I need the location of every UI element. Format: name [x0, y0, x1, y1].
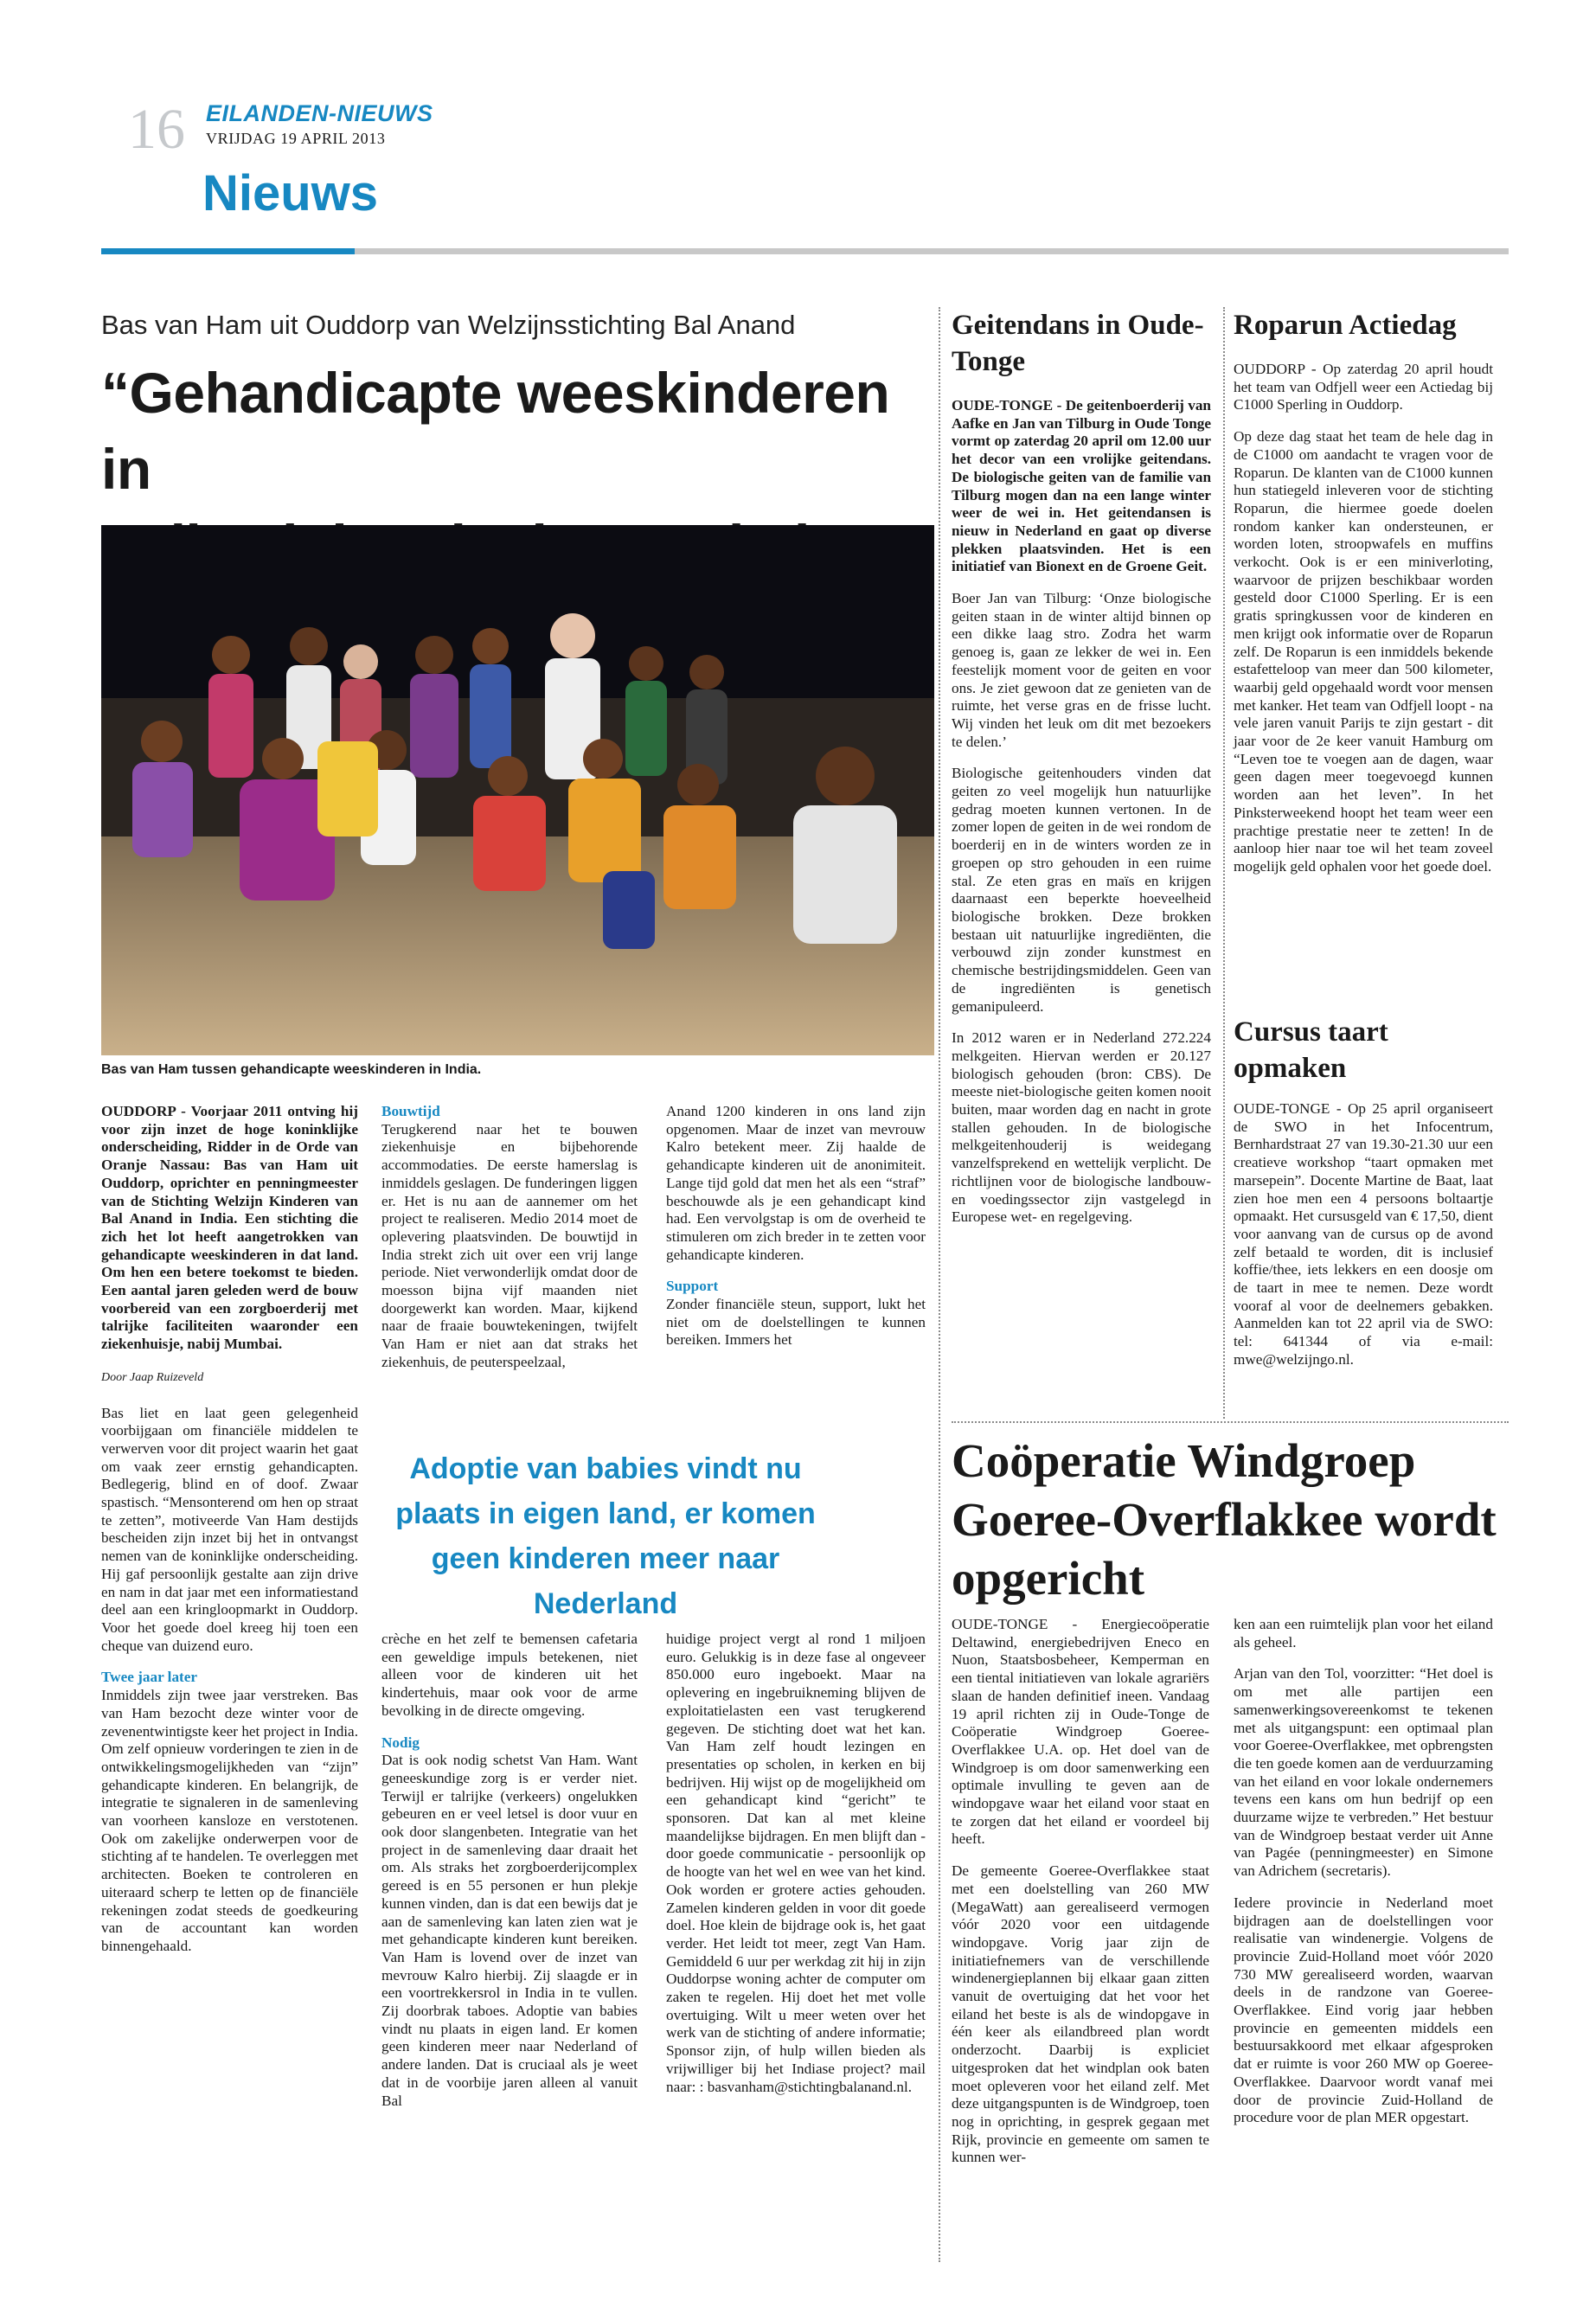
paragraph: Op deze dag staat het team de hele dag in de C1000 om aandacht te vragen voor de Roparun. De klanten van de C1000 kunnen hun statiegeld inleveren voor de stichting Roparun, die hiermee goede doelen rondom kanker kan ondersteunen, er worden loten, stroopwafels en muffins verkocht. Ook is er een miniverloting, waarvoor de prijzen beschikbaar worden gesteld door C1000 Sperling. Er is een gratis springkussen voor de kinderen en men krijgt ook informatie over de Roparun zelf. De Roparun is een inmiddels bekende estafetteloop van meer dan 500 kilometer, waarbij geld opgehaald wordt voor mensen met kanker. Het team van Odfjell loopt - na vele jaren vanuit Parijs te zijn gestart - dit jaar voor de 2e keer vanuit Hamburg om “Leven toe te voegen aan de dagen, waar geen dagen meer toegevoegd kunnen worden aan het leven”. In het Pinksterweekend hoopt het team weer een prachtige prestatie neer te zetten! In de aanloop hier naar toe wil het team zoveel mogelijk geld ophalen voor het goede doel.: [1234, 428, 1493, 875]
geitendans-article: [952, 307, 1211, 1240]
paragraph: huidige project vergt al rond 1 miljoen euro. Gelukkig is in deze fase al ongeveer 850.000 euro ingeboekt. Maar na oplevering en ingebruikneming blijven de exploitatielasten een vast terugkerend gegeven. De stichting doet wat het kan. Van Ham zelf houdt lezingen en presentaties op scholen, in kerken en bij bedrijven. Hij wijst op de mogelijkheid om een gehandicapt kind “gericht” te sponsoren. Dat kan al met kleine maandelijkse bijdragen. En men blijft dan - door goede communicatie - persoonlijk op de hoogte van het wel en wee van het kind. Ook worden er grotere acties gehouden. Zamelen kinderen gelden in voor dit goede doel. Hoe klein de bijdrage ook is, het gaat verder. Het leidt tot meer, zegt Van Ham. Gemiddeld 6 uur per werkdag zit hij in zijn Ouddorpse woning achter de computer om zaken te regelen. Hij doet het met volle overtuiging. Wilt u meer weten over het werk van de stichting of andere informatie; Sponsor zijn, of hulp willen bieden als vrijwilliger bij het Indiase project? mail naar: : basvanham@stichtingbalanand.nl.: [666, 1631, 926, 2095]
article-photo: [101, 525, 934, 1055]
paragraph: OUDDORP - Op zaterdag 20 april houdt het team van Odfjell weer een Actiedag bij C1000 Sperling in Ouddorp.: [1234, 361, 1493, 413]
windgroep-column-2: [1234, 1616, 1493, 2141]
windgroep-title: Coöperatie Windgroep Goeree-Overflakkee wordt opgericht: [952, 1434, 1497, 1605]
byline: Door Jaap Ruizeveld: [101, 1370, 204, 1384]
publication-logo: EILANDEN-NIEUWS: [206, 100, 433, 126]
pull-quote: Adoptie van babies vindt nu plaats in eigen land, er komen geen kinderen meer naar Nederland: [395, 1452, 816, 1620]
section-separator: [952, 1421, 1509, 1423]
paragraph: Zonder financiële steun, support, lukt het niet om de doelstellingen te kunnen bereiken. Immers het: [666, 1296, 926, 1349]
paragraph: OUDE-TONGE - Energiecoöperatie Deltawind, energiebedrijven Eneco en Nuon, Staatsbosbeheer, Kemperman en een tiental initiatieven van lokale agrariërs slaan de handen definitief ineen. Vandaag 19 april richten zij in Oude-Tonge de Coöperatie Windgroep Goeree-Overflakkee U.A. op. Het doel van de Windgroep is om door samenwerking een optimale invulling te geven aan de windopgave waar het eiland voor staat en te zorgen dat het eiland er voordeel bij heeft.: [952, 1616, 1209, 1848]
paragraph: Arjan van den Tol, voorzitter: “Het doel is om met alle partijen een samenwerkingsovereenkomst te tekenen met als uitgangspunt: een optimaal plan voor Goeree-Overflakkee, met opbrengsten die ten goede komen aan de verduurzaming van het eiland en voor lokale ondernemers tevens een kans om hun bedrijf op een duurzame wijze te verbreden.” Het bestuur van de Windgroep bestaat verder uit Anne van Pagée (penningmeester) en Simone van Adrichem (secretaris).: [1234, 1665, 1493, 1880]
paragraph: Iedere provincie in Nederland moet bijdragen aan de doelstellingen voor realisatie van windenergie. Volgens de provincie Zuid-Holland moet vóór 2020 730 MW gerealiseerd worden, waarvan deels in de randzone van Goeree-Overflakkee. Eind vorig jaar hebben provincie en gemeenten middels een bestuursakkoord met elkaar afgesproken dat er ruimte is voor 260 MW op Goeree-Overflakkee. Daarvoor wordt vanaf mei door de provincie Zuid-Holland de procedure voor de plan MER opgestart.: [1234, 1894, 1493, 2126]
article-title: Cursus taart opmaken: [1234, 1016, 1388, 1084]
header-rule-accent: [101, 248, 355, 254]
article-column-3-bottom: [666, 1631, 926, 2110]
article-kicker: Bas van Ham uit Ouddorp van Welzijnsstichting Bal Anand: [101, 310, 796, 340]
subheading: Bouwtijd: [381, 1103, 440, 1119]
page-number: 16: [128, 98, 185, 161]
paragraph: Bas liet en laat geen gelegenheid voorbijgaan om financiële middelen te verwerven voor dit project waarin het gaat om vaak zeer ernstig gehandicapten. Bedlegerig, blind en of doof. Zwaar spastisch. “Mensonterend om hen op straat te zetten”, motiveerde Van Ham destijds bescheiden zijn inzet bij het in ontvangst nemen van de koninklijke onderscheiding. Hij gaf persoonlijk gestalte aan zijn drive en nam in dat jaar met een informatiestand deel aan een kringloopmarkt in Ouddorp. Voor het goede doel kreeg hij toen een cheque van duizend euro.: [101, 1404, 358, 1654]
paragraph: Anand 1200 kinderen in ons land zijn opgenomen. Maar de inzet van mevrouw Kalro betekent meer. Zij haalde de gehandicapte kinderen uit de anonimiteit. Lange tijd gold dat men het als een “straf” beschouwde als je een gehandicapt kind had. Een vervolgstap is om de overheid te stimuleren om zich breder in te zetten voor gehandicapte kinderen.: [666, 1103, 926, 1263]
article-title: Geitendans in Oude-Tonge: [952, 310, 1204, 377]
paragraph: Boer Jan van Tilburg: ‘Onze biologische geiten staan in de winter altijd binnen op een dikke laag stro. Zodra het warm genoeg is, gaan ze lekker de wei in. Een feestelijk moment voor de geiten en voor ons. Je ziet gewoon dat ze genieten van de ruimte, het verse gras en de frisse lucht. Wij vinden het leuk om dit met bezoekers te delen.’: [952, 590, 1211, 750]
article-body: [952, 397, 1211, 1227]
paragraph: Inmiddels zijn twee jaar verstreken. Bas van Ham bezocht deze winter voor de zevenentwintigste keer het project in India. Om zelf opnieuw vorderingen te zien in de ontwikkelingsmogelijkheden van “zijn” gehandicapte kinderen. En belangrijk, de integratie te signaleren in de samenleving van voorheen kansloze en verstotenen. Ook om zakelijke onderwerpen voor de stichting af te handelen. Te overleggen met architecten. Boeken te controleren en uiteraard scherp te letten op de financiële rekeningen zodat steeds de goedkeuring van de accountant kan worden binnengehaald.: [101, 1687, 358, 1954]
paragraph: OUDE-TONGE - Op 25 april organiseert de SWO in het Infocentrum, Bernhardstraat 27 van 19.30-21.30 uur een creatieve workshop “taart opmaken met marsepein”. Docente Martine de Baat, laat zien hoe men een 4 persoons boltaartje opmaakt. Het cursusgeld van € 17,50, dient voor aanvang van de cursus op de avond zelf betaald te worden, dit is inclusief koffie/thee, iets lekkers en een doosje om de taart in mee te nemen. Deze wordt vooraf al voor de deelnemers gebakken. Aanmelden kan tot 22 april via de SWO: tel: 641344 of via e-mail: mwe@welzijngo.nl.: [1234, 1100, 1493, 1368]
article-column-2-bottom: [381, 1631, 638, 2124]
paragraph: Terugkerend naar het te bouwen ziekenhuisje en bijbehorende accommodaties. De eerste hamerslag is inmiddels geslagen. De funderingen liggen er. Het is nu aan de aannemer om het project te realiseren. Medio 2014 moet de oplevering plaatsvinden. De bouwtijd in India strekt zich uit over een vrij lange periode. Niet verwonderlijk omdat door de moesson bijna vijf maanden niet doorgewerkt kan worden. Maar, kijkend naar de fraaie bouwtekeningen, twijfelt Van Ham er niet aan dat straks het ziekenhuis, de peuterspeelzaal,: [381, 1120, 638, 1370]
paragraph: Biologische geitenhouders vinden dat geiten zo veel mogelijk hun natuurlijke gedrag moeten kunnen vertonen. In de zomer lopen de geiten in de wei rondom de boerderij en in de winters worden ze in groepen op stro gehouden in een ruime stal. Ze eten gras en maïs en krijgen daarnaast een beperkte hoeveelheid biologische brokken. Deze brokken bestaan uit natuurlijke ingrediënten, die verbouwd zijn zonder kunstmest en chemische bestrijdingsmiddelen. Geen van de ingrediënten is genetisch gemanipuleerd.: [952, 765, 1211, 1015]
article-column-2-top: [381, 1103, 638, 1386]
section-title: Nieuws: [202, 165, 379, 221]
paragraph: Dat is ook nodig schetst Van Ham. Want geneeskundige zorg is er verder niet. Terwijl er talrijke (verkeers) ongelukken gebeuren en er veel letsel is door vuur en ook door slangenbeten. Integratie van het project in de samenleving daar draait het om. Als straks het zorgboerderijcomplex gereed is en 55 personen er hun plekje kunnen vinden, dan is dat een bewijs dat je aan de samenleving kan laten zien wat je met gehandicapte kinderen kunt bereiken. Van Ham is lovend over de inzet van mevrouw Kalro hierbij. Zij slaagde er in een voortrekkersrol in India in te vullen. Zij doorbrak taboes. Adoptie van babies vindt nu plaats in eigen land. Er komen geen kinderen meer naar Nederland of andere landen. Dat is cruciaal als je weet dat in de voorbije jaren alleen al vanuit Bal: [381, 1752, 638, 2109]
subheading: Support: [666, 1278, 719, 1295]
paragraph: In 2012 waren er in Nederland 272.224 melkgeiten. Hiervan werden er 20.127 biologisch gehouden (bron: CBS). De meeste niet-biologische geiten komen nooit buiten, maar worden dag en nacht in grote stallen gehouden. In de biologische melkgeitenhouderij is weidegang vanzelfsprekend en wettelijk verplicht. De richtlijnen voor de biologische landbouw- en voedingssector zijn vastgelegd in Europese wet- en regelgeving.: [952, 1029, 1211, 1226]
article-lead: OUDE-TONGE - De geitenboerderij van Aafke en Jan van Tilburg in Oude Tonge vormt op zaterdag 20 april om 12.00 uur het decor van een vrolijke geitendans. De biologische geiten van de familie van Tilburg mogen dan na een lange winter weer de wei in. Het geitendansen is nieuw in Nederland en gaat op diverse plekken plaatsvinden. Het is een initiatief van Bionext en de Groene Geit.: [952, 397, 1211, 575]
headline-line: “Gehandicapte weeskinderen in: [101, 361, 890, 501]
issue-date: VRIJDAG 19 APRIL 2013: [206, 130, 386, 147]
article-body: [1234, 1100, 1493, 1369]
paragraph: De gemeente Goeree-Overflakkee staat met een doelstelling van 260 MW (MegaWatt) aan gerealiseerd vermogen vóór 2020 voor een uitdagende windopgave. Vorig jaar zijn de initiatiefnemers van de verschillende windenergieplannen bij elkaar gaan zitten vanuit de overtuiging dat het voor het eiland het beste is als de windopgave in één keer als eilandbreed plan wordt onderzocht. Daarbij is expliciet uitgesproken dat het windplan ook baten moet opleveren voor het eiland zelf. Met deze uitgangspunten is de Windgroep, toen nog in oprichting, in gesprek gegaan met Rijk, provincie en gemeente om samen te kunnen wer-: [952, 1862, 1209, 2166]
paragraph: crèche en het zelf te bemensen cafetaria een geweldige impuls betekenen, niet alleen voor de kinderen uit het kindertehuis, maar ook voor de arme bevolking in de directe omgeving.: [381, 1631, 638, 1719]
windgroep-column-1: [952, 1616, 1209, 2181]
cursus-article: [1234, 1014, 1493, 1383]
group-photo-illustration: [101, 525, 934, 1055]
column-separator: [939, 307, 940, 2262]
article-title: Roparun Actiedag: [1234, 310, 1457, 341]
article-column-1: [101, 1103, 358, 1970]
roparun-article: [1234, 307, 1493, 890]
paragraph: ken aan een ruimtelijk plan voor het eiland als geheel.: [1234, 1616, 1493, 1650]
article-column-3-top: [666, 1103, 926, 1363]
article-body: [1234, 361, 1493, 876]
subheading: Twee jaar later: [101, 1669, 198, 1686]
column-separator: [1223, 307, 1225, 1419]
subheading: Nodig: [381, 1734, 420, 1751]
photo-caption: Bas van Ham tussen gehandicapte weeskinderen in India.: [101, 1062, 482, 1077]
article-lead: OUDDORP - Voorjaar 2011 ontving hij voor zijn inzet de hoge koninklijke onderscheiding, Ridder in de Orde van Oranje Nassau: Bas van Ham uit Ouddorp, oprichter en penningmeester van de Stichting Welzijn Kinderen van Bal Anand in India. Een stichting die zich het lot heeft aangetrokken van gehandicapte weeskinderen in dat land. Om hen een betere toekomst te bieden. Een aantal jaren geleden werd de bouw voorbereid van een zorgboerderij met talrijke faciliteiten waaronder een ziekenhuisje, nabij Mumbai.: [101, 1103, 358, 1353]
